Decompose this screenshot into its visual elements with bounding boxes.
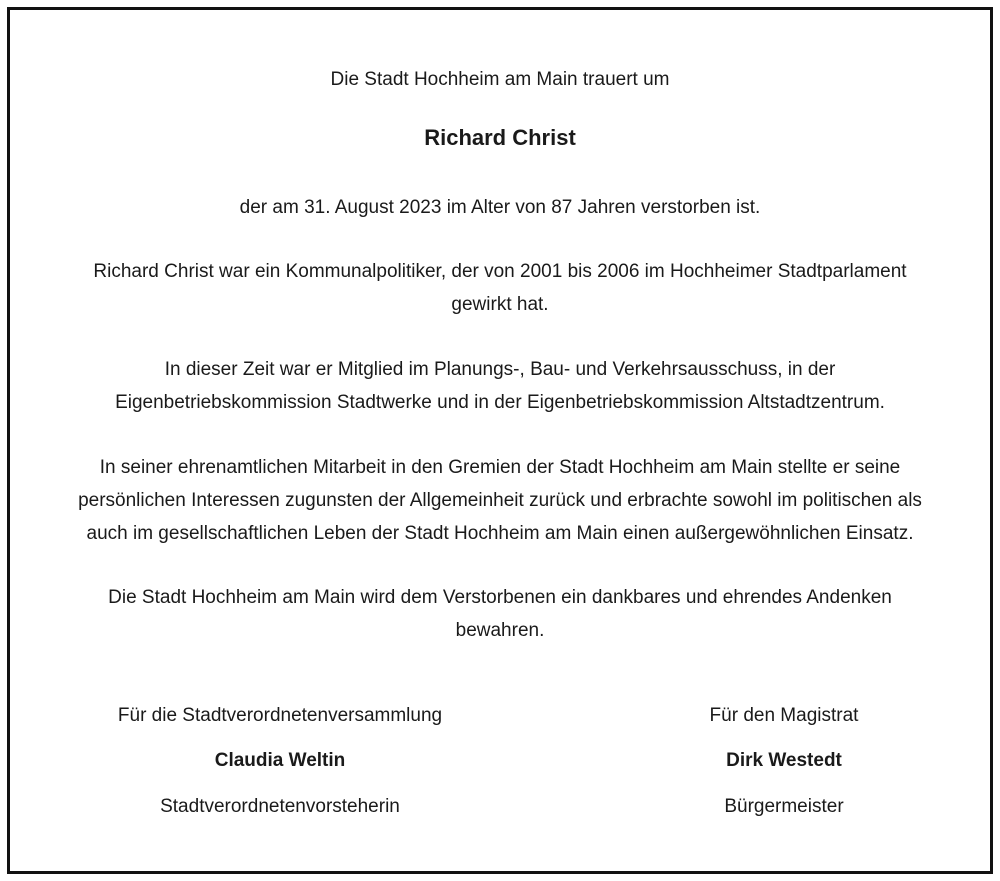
paragraph3-line2: persönlichen Interessen zugunsten der Allgemeinheit zurück und erbrachte sowohl im politischen als bbox=[78, 490, 922, 511]
paragraph1-line2: gewirkt hat. bbox=[451, 294, 549, 315]
signature-left-name: Claudia Weltin bbox=[214, 750, 346, 771]
paragraph3-line3: auch im gesellschaftlichen Leben der Stadt Hochheim am Main einen außergewöhnlichen Einsatz. bbox=[86, 523, 914, 544]
intro-text: Die Stadt Hochheim am Main trauert um bbox=[330, 69, 670, 90]
paragraph3-line1: In seiner ehrenamtlichen Mitarbeit in den Gremien der Stadt Hochheim am Main stellte er seine bbox=[99, 457, 901, 478]
paragraph4-line1: Die Stadt Hochheim am Main wird dem Verstorbenen ein dankbares und ehrendes Andenken bbox=[108, 587, 892, 608]
paragraph2-line1: In dieser Zeit war er Mitglied im Planungs-, Bau- und Verkehrsausschuss, in der bbox=[164, 359, 836, 380]
paragraph2-line2: Eigenbetriebskommission Stadtwerke und in der Eigenbetriebskommission Altstadtzentrum. bbox=[115, 392, 885, 413]
signature-right-name: Dirk Westedt bbox=[726, 750, 842, 771]
signature-left-body: Für die Stadtverordnetenversammlung bbox=[117, 705, 443, 726]
signature-right-title: Bürgermeister bbox=[724, 796, 844, 817]
signature-right-body: Für den Magistrat bbox=[709, 705, 859, 726]
paragraph4-line2: bewahren. bbox=[455, 620, 545, 641]
deceased-name: Richard Christ bbox=[424, 125, 576, 150]
death-line: der am 31. August 2023 im Alter von 87 Jahren verstorben ist. bbox=[239, 197, 761, 218]
paragraph1-line1: Richard Christ war ein Kommunalpolitiker, der von 2001 bis 2006 im Hochheimer Stadtparlament bbox=[93, 261, 907, 282]
signature-left-title: Stadtverordnetenvorsteherin bbox=[160, 796, 400, 817]
